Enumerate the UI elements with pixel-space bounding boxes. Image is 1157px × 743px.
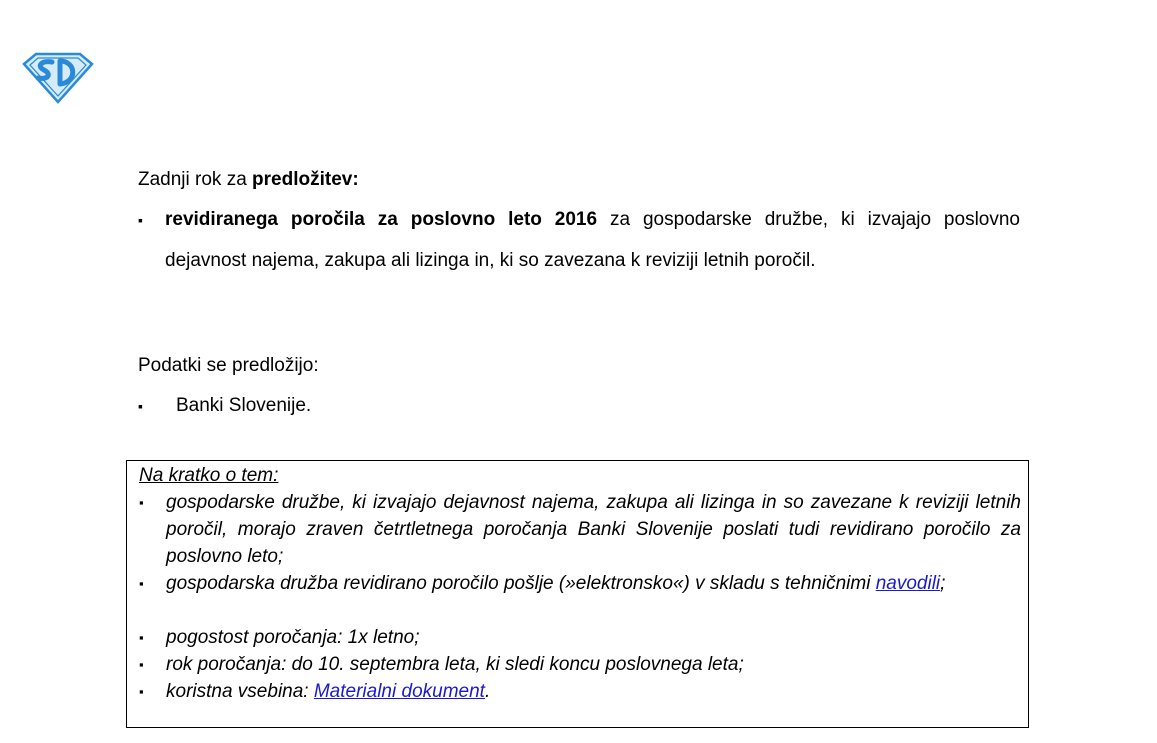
company-logo <box>22 50 94 104</box>
list-item: ▪ revidiranega poročila za poslovno leto 2016 za gospodarske družbe, ki izvajajo poslovno dejavnost najema, zakupa ali lizinga in, ki so zavezana k reviziji letnih poročil. <box>138 200 1020 281</box>
list-item: ▪ gospodarska družba revidirano poročilo pošlje (»elektronsko«) v skladu s tehničnimi navodili; <box>139 570 1021 597</box>
material-document-link[interactable]: Materialni dokument <box>313 681 485 702</box>
bullet-icon: ▪ <box>139 495 144 510</box>
bullet-icon: ▪ <box>139 684 144 699</box>
bullet-icon: ▪ <box>138 398 143 414</box>
submission-heading: Podatki se predložijo: <box>138 355 319 376</box>
list-item: ▪ gospodarske družbe, ki izvajajo dejavnost najema, zakupa ali lizinga in so zavezane k reviziji letnih poročil, morajo zraven četrtletnega poročanja Banki Slovenije poslati tudi revidirano poročilo za poslovno leto; <box>139 489 1021 570</box>
bullet-icon: ▪ <box>139 576 144 591</box>
bullet-icon: ▪ <box>139 630 144 645</box>
bullet-icon: ▪ <box>138 212 143 228</box>
list-item: ▪ Banki Slovenije. <box>138 386 1020 427</box>
summary-title: Na kratko o tem: <box>139 465 279 486</box>
bullet-icon: ▪ <box>139 657 144 672</box>
list-item: ▪ pogostost poročanja: 1x letno; <box>139 624 1021 651</box>
summary-box <box>126 460 1029 728</box>
instructions-link[interactable]: navodili <box>875 573 941 594</box>
deadline-heading: Zadnji rok za predložitev: <box>138 169 359 190</box>
list-item: ▪ koristna vsebina: Materialni dokument. <box>139 678 1021 705</box>
list-item: ▪ rok poročanja: do 10. septembra leta, ki sledi koncu poslovnega leta; <box>139 651 1021 678</box>
section-deadline <box>138 160 1020 281</box>
section-submission <box>138 346 1020 427</box>
